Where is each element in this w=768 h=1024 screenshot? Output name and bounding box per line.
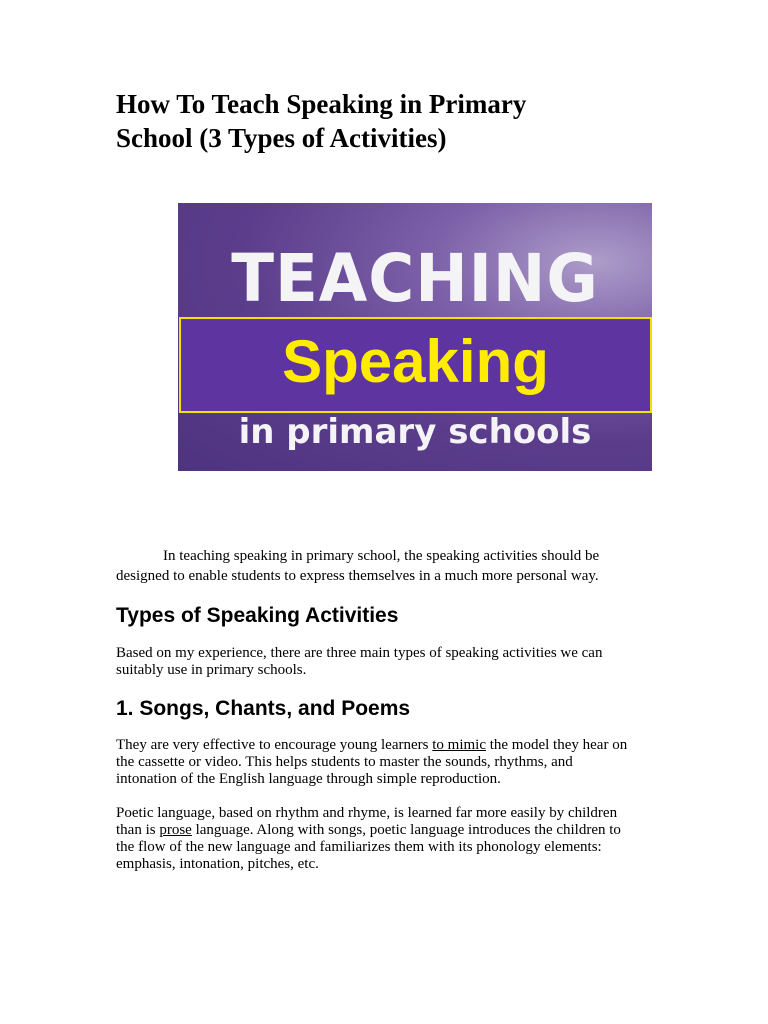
- types-of-speaking-activities-heading: Types of Speaking Activities: [116, 604, 399, 627]
- banner-teaching-text: TEACHING: [231, 240, 599, 317]
- experience-paragraph: [116, 645, 656, 679]
- intro-paragraph: [116, 546, 656, 586]
- experience-line-1: Based on my experience, there are three main types of speaking activities we can: [116, 645, 603, 661]
- page-title-line-2: School (3 Types of Activities): [116, 123, 447, 153]
- banner-primary-schools-text: in primary schools: [238, 412, 592, 452]
- experience-line-2: suitably use in primary schools.: [116, 662, 307, 678]
- poetic-line-1: Poetic language, based on rhythm and rhyme, is learned far more easily by children: [116, 805, 618, 821]
- poetic-line-3: the flow of the new language and familiarizes them with its phonology elements:: [116, 839, 602, 855]
- songs-para1-line-1: [116, 737, 656, 754]
- page-title-line-1: How To Teach Speaking in Primary: [116, 89, 527, 119]
- page-title: [116, 87, 676, 155]
- poetic-line-2-after: language. Along with songs, poetic language introduces the children to: [191, 822, 621, 838]
- poetic-line-2-before: than is: [116, 822, 160, 838]
- prose-link[interactable]: prose: [159, 822, 192, 838]
- intro-line-1: In teaching speaking in primary school, the speaking activities should be: [163, 548, 600, 564]
- to-mimic-link[interactable]: to mimic: [432, 737, 486, 753]
- poetic-language-paragraph: [116, 805, 656, 873]
- poetic-line-4: emphasis, intonation, pitches, etc.: [116, 856, 319, 872]
- intro-line-2: designed to enable students to express themselves in a much more personal way.: [116, 568, 599, 584]
- songs-effectiveness-paragraph: [116, 737, 656, 788]
- teaching-speaking-banner-image: [178, 203, 652, 471]
- poetic-line-2: [116, 822, 656, 839]
- songs-para1-line-3: intonation of the English language through simple reproduction.: [116, 771, 501, 787]
- songs-para1-line-1-before: They are very effective to encourage young learners: [116, 737, 433, 753]
- songs-para1-line-1-after: the model they hear on: [485, 737, 628, 753]
- songs-para1-line-2: the cassette or video. This helps students to master the sounds, rhythms, and: [116, 754, 573, 770]
- banner-speaking-text: Speaking: [282, 328, 549, 395]
- songs-chants-poems-heading: 1. Songs, Chants, and Poems: [116, 697, 411, 720]
- banner-speaking-box: [179, 317, 652, 413]
